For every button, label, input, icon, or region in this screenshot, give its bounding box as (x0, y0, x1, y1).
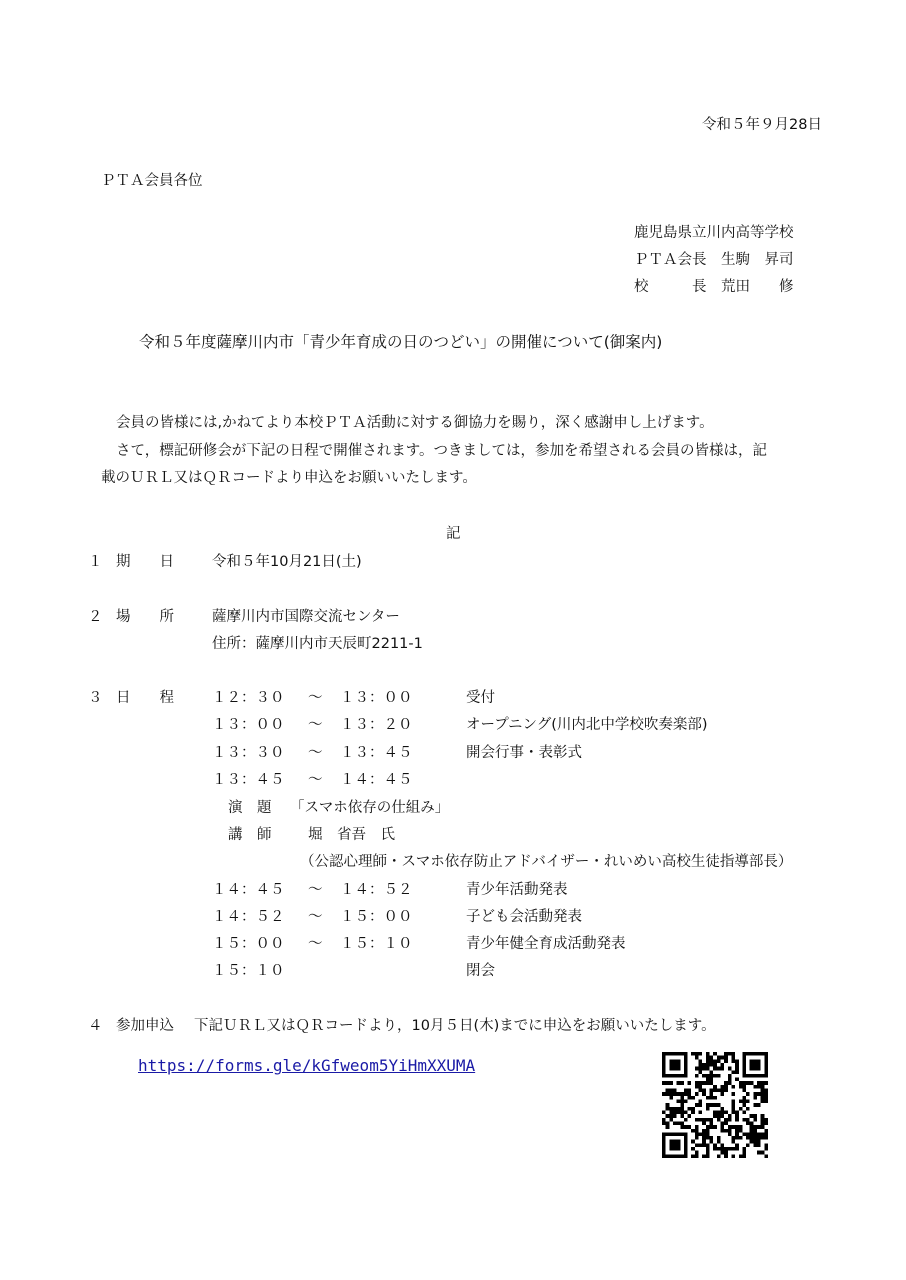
schedule-end: １４：４５ (340, 772, 413, 788)
schedule-tilde: ～ (308, 772, 323, 788)
ki-heading: 記 (446, 526, 461, 542)
sender-school: 鹿児島県立川内高等学校 (634, 225, 794, 241)
lecture-speaker: 堀 省吾 氏 (308, 827, 395, 843)
addressee: ＰＴＡ会員各位 (101, 173, 203, 189)
item-3-number: ３ (88, 690, 103, 706)
body-line-3: 載のＵＲＬ又はＱＲコードより申込をお願いいたします。 (101, 470, 477, 486)
item-4-number: ４ (88, 1018, 103, 1034)
schedule-end: １５：１０ (340, 936, 413, 952)
lecture-topic-label: 演 題 (228, 800, 272, 816)
schedule-start: １４：５２ (212, 909, 285, 925)
sender-pta-president: ＰＴＡ会長 生駒 昇司 (634, 252, 794, 268)
schedule-event: 閉会 (466, 963, 495, 979)
item-1-number: １ (88, 554, 103, 570)
schedule-start: １５：００ (212, 936, 285, 952)
schedule-end: １５：００ (340, 909, 413, 925)
schedule-start: １３：００ (212, 717, 285, 733)
item-2-number: ２ (88, 609, 103, 625)
apply-instructions: 下記ＵＲＬ又はＱＲコードより，10月５日(木)までに申込をお願いいたします。 (194, 1018, 716, 1034)
event-date: 令和５年10月21日(土) (212, 554, 362, 570)
body-line-2: さて，標記研修会が下記の日程で開催されます。つきましては，参加を希望される会員の皆様は，記 (116, 443, 768, 459)
schedule-tilde: ～ (308, 690, 323, 706)
item-1-label: 期 日 (116, 554, 174, 570)
schedule-start: １２：３０ (212, 690, 285, 706)
item-2-label: 場 所 (116, 609, 174, 625)
schedule-start: １４：４５ (212, 882, 285, 898)
schedule-tilde: ～ (308, 745, 323, 761)
schedule-end: １３：００ (340, 690, 413, 706)
schedule-event: 子ども会活動発表 (466, 909, 582, 925)
venue-address: 住所：薩摩川内市天辰町2211-1 (212, 636, 423, 652)
schedule-start: １３：３０ (212, 745, 285, 761)
schedule-end: １３：２０ (340, 717, 413, 733)
schedule-end: １４：５２ (340, 882, 413, 898)
qr-code (662, 1052, 768, 1158)
item-3-label: 日 程 (116, 690, 174, 706)
venue-name: 薩摩川内市国際交流センター (212, 609, 400, 625)
schedule-tilde: ～ (308, 909, 323, 925)
apply-url-link[interactable]: https://forms.gle/kGfweom5YiHmXXUMA (138, 1056, 476, 1075)
schedule-event: 青少年健全育成活動発表 (466, 936, 626, 952)
document-title: 令和５年度薩摩川内市「青少年育成の日のつどい」の開催について(御案内) (139, 333, 663, 351)
schedule-tilde: ～ (308, 717, 323, 733)
schedule-start: １５：１０ (212, 963, 285, 979)
schedule-event: 青少年活動発表 (466, 882, 568, 898)
schedule-tilde: ～ (308, 936, 323, 952)
schedule-start: １３：４５ (212, 772, 285, 788)
body-line-1: 会員の皆様には,かねてより本校ＰＴＡ活動に対する御協力を賜り，深く感謝申し上げます。 (116, 415, 714, 431)
lecture-topic: 「スマホ依存の仕組み」 (290, 800, 450, 816)
item-4-label: 参加申込 (116, 1018, 174, 1034)
schedule-event: 受付 (466, 690, 495, 706)
document-date: 令和５年９月28日 (702, 117, 822, 133)
lecture-speaker-label: 講 師 (228, 827, 272, 843)
lecture-speaker-title: （公認心理師・スマホ依存防止アドバイザー・れいめい高校生徒指導部長） (300, 854, 793, 870)
schedule-event: オープニング(川内北中学校吹奏楽部) (466, 717, 708, 733)
schedule-event: 開会行事・表彰式 (466, 745, 582, 761)
sender-principal: 校 長 荒田 修 (634, 279, 794, 295)
schedule-end: １３：４５ (340, 745, 413, 761)
schedule-tilde: ～ (308, 882, 323, 898)
